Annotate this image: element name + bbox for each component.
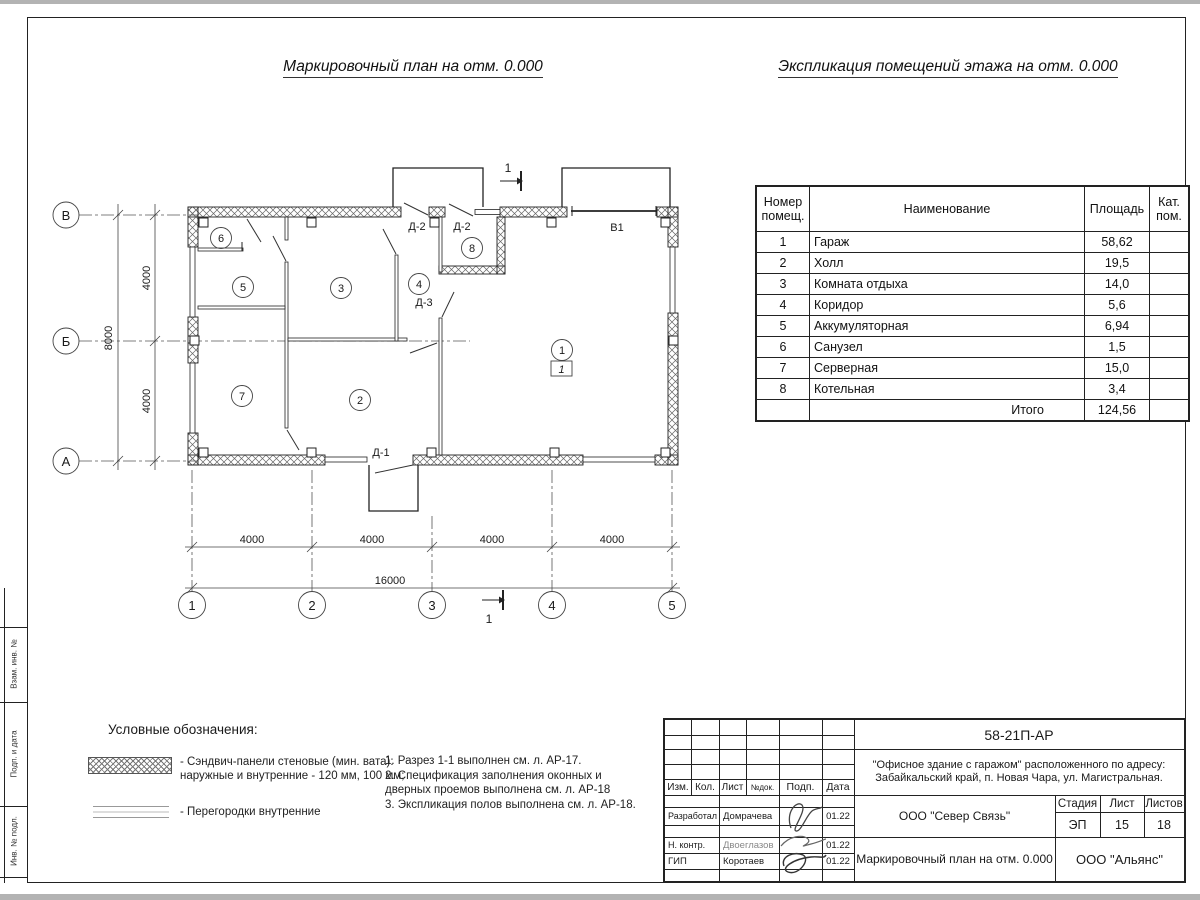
room-area: 6,94 [1085, 316, 1150, 337]
stamp-col-data: Дата [826, 781, 850, 793]
room-area: 1,5 [1085, 337, 1150, 358]
stamp-name-gip: Коротаев [723, 855, 765, 867]
section-number: 1 [504, 161, 512, 175]
table-row [756, 232, 1189, 253]
side-strip-divider [0, 806, 27, 807]
axis-label-1: 1 [188, 598, 196, 613]
col-header-name: Наименование [810, 186, 1085, 232]
table-row [756, 379, 1189, 400]
stamp-col-izm: Изм. [667, 781, 689, 793]
stamp-col-podp: Подп. [786, 781, 815, 793]
room-cat [1150, 358, 1190, 379]
title-block [663, 718, 1186, 883]
floor-plan [0, 0, 740, 660]
table-row [756, 253, 1189, 274]
legend-item-sandwich-line1: - Сэндвич-панели стеновые (мин. вата): [180, 756, 394, 768]
legend-item-sandwich-line2: наружные и внутренние - 120 мм, 100 мм; [180, 770, 405, 782]
exterior-walls [188, 207, 678, 465]
room-number-4: 4 [415, 279, 423, 291]
stamp-date-gip: 01.22 [826, 855, 850, 867]
gate-label-v1: В1 [610, 222, 624, 234]
axis-label-a: А [61, 454, 71, 469]
plan-title: Маркировочный план на отм. 0.000 [232, 58, 594, 76]
dim-bottom-2: 4000 [359, 534, 385, 546]
section-number: 1 [485, 612, 493, 626]
table-header-row [756, 186, 1189, 232]
door-label-d1: Д-1 [372, 447, 390, 459]
room-name: Аккумуляторная [810, 316, 1085, 337]
axis-label-b: Б [61, 334, 71, 349]
table-total-row [756, 400, 1189, 422]
room-number-2: 2 [356, 395, 364, 407]
stamp-role-gip: ГИП [668, 855, 687, 867]
room-cat [1150, 316, 1190, 337]
total-label: Итого [810, 400, 1085, 422]
stamp-name-developer: Домрачева [723, 810, 773, 822]
section-mark-bottom [482, 590, 505, 626]
total-cat [1150, 400, 1190, 422]
stamp-role-developer: Разработал [668, 811, 717, 821]
room-cat [1150, 337, 1190, 358]
interior-partitions [198, 217, 442, 455]
side-strip-divider [0, 702, 27, 703]
room-area: 5,6 [1085, 295, 1150, 316]
stamp-line [665, 764, 854, 765]
stamp-sheet-value: 15 [1115, 817, 1129, 832]
room-area: 19,5 [1085, 253, 1150, 274]
room-name: Холл [810, 253, 1085, 274]
stamp-col-ndok: №док. [750, 782, 775, 792]
note-2: 2. Спецификация заполнения оконных и дверных проемов выполнена см. л. АР-18 [385, 769, 611, 796]
dim-bottom-4: 4000 [599, 534, 625, 546]
floor-mark-number: 1 [558, 364, 565, 376]
side-strip-label-inv: Инв. № подл. [9, 816, 19, 866]
room-name: Серверная [810, 358, 1085, 379]
room-number-8: 8 [468, 243, 476, 255]
dim-left-total: 8000 [103, 325, 115, 351]
stamp-sheets-label: Листов [1145, 797, 1183, 810]
room-area: 3,4 [1085, 379, 1150, 400]
dim-bottom-1: 4000 [239, 534, 265, 546]
stamp-stage-label: Стадия [1057, 797, 1098, 810]
room-num: 3 [756, 274, 810, 295]
stamp-line [719, 720, 720, 881]
windows [190, 210, 675, 463]
room-num: 4 [756, 295, 810, 316]
stamp-object-line1: "Офисное здание с гаражом" расположенного по адресу: [872, 758, 1166, 771]
side-strip-label-vzam: Взам. инв. № [9, 639, 19, 689]
room-number-1: 1 [558, 345, 566, 357]
stamp-company: ООО "Север Связь" [898, 809, 1011, 823]
room-name: Санузел [810, 337, 1085, 358]
notes-block [385, 754, 640, 812]
stamp-name-ncontr: Двоеглазов [723, 839, 774, 851]
table-row [756, 274, 1189, 295]
axis-label-3: 3 [428, 598, 436, 613]
room-num: 2 [756, 253, 810, 274]
left-dimension-lines [113, 204, 160, 470]
dim-bottom-total: 16000 [374, 575, 406, 587]
col-header-cat: Кат. пом. [1150, 186, 1190, 232]
room-cat [1150, 253, 1190, 274]
room-number-7: 7 [238, 391, 246, 403]
gate-leaf [571, 206, 657, 216]
stamp-role-ncontr: Н. контр. [668, 840, 706, 850]
stamp-date-developer: 01.22 [826, 810, 850, 822]
screen-bottom-band [0, 894, 1200, 900]
col-header-area: Площадь [1085, 186, 1150, 232]
room-area: 14,0 [1085, 274, 1150, 295]
axis-label-4: 4 [548, 598, 556, 613]
column-markers [190, 218, 678, 457]
explication-title: Экспликация помещений этажа на отм. 0.000 [740, 58, 1156, 76]
total-area: 124,56 [1085, 400, 1150, 422]
stamp-stage-value: ЭП [1068, 817, 1087, 832]
partition-swatch [93, 806, 169, 818]
stamp-col-list: Лист [721, 781, 744, 793]
dim-bottom-3: 4000 [479, 534, 505, 546]
section-mark-top [500, 161, 523, 191]
explication-table [755, 185, 1190, 422]
sandwich-panel-swatch [88, 757, 172, 774]
room-number-5: 5 [239, 282, 247, 294]
stamp-org: ООО "Альянс" [1076, 851, 1163, 867]
room-cat [1150, 379, 1190, 400]
stamp-drawing-title: Маркировочный план на отм. 0.000 [856, 852, 1053, 866]
dim-left-lower: 4000 [141, 388, 153, 414]
stamp-object [854, 749, 1184, 795]
room-cat [1150, 295, 1190, 316]
table-row [756, 358, 1189, 379]
room-name: Гараж [810, 232, 1085, 253]
stamp-object-line2: Забайкальский край, п. Новая Чара, ул. Магистральная. [875, 772, 1163, 784]
room-name: Коридор [810, 295, 1085, 316]
room-cat [1150, 232, 1190, 253]
bottom-dimension-lines [185, 542, 680, 593]
table-row [756, 337, 1189, 358]
col-header-number: Номер помещ. [756, 186, 810, 232]
legend-title: Условные обозначения: [108, 722, 258, 737]
room-number-3: 3 [337, 283, 345, 295]
total-empty [756, 400, 810, 422]
door-label-d3: Д-3 [415, 297, 433, 309]
room-num: 5 [756, 316, 810, 337]
room-num: 6 [756, 337, 810, 358]
room-area: 58,62 [1085, 232, 1150, 253]
room-circles [211, 228, 573, 411]
dim-left-upper: 4000 [141, 265, 153, 291]
axis-label-5: 5 [668, 598, 676, 613]
room-num: 7 [756, 358, 810, 379]
room-name: Котельная [810, 379, 1085, 400]
signature-ncontr-gip [777, 830, 827, 880]
door-label-d2a: Д-2 [408, 221, 426, 233]
stamp-sheets-value: 18 [1157, 817, 1171, 832]
stamp-line [665, 825, 854, 826]
legend-item-sandwich [180, 755, 404, 783]
room-area: 15,0 [1085, 358, 1150, 379]
room-num: 8 [756, 379, 810, 400]
table-row [756, 295, 1189, 316]
note-1: 1. Разрез 1-1 выполнен см. л. АР-17. [385, 755, 582, 767]
door-label-d2b: Д-2 [453, 221, 471, 233]
stamp-sheet-label: Лист [1109, 797, 1135, 810]
note-3: 3. Экспликация полов выполнена см. л. АР-18. [385, 798, 636, 811]
room-name: Комната отдыха [810, 274, 1085, 295]
side-strip-label-podp: Подп. и дата [9, 730, 19, 778]
room-number-6: 6 [217, 233, 225, 245]
legend-item-partitions: - Перегородки внутренние [180, 806, 321, 818]
side-strip-divider [0, 877, 27, 878]
axis-label-2: 2 [308, 598, 316, 613]
stamp-line [665, 735, 854, 736]
stamp-col-kol: Кол. [695, 781, 715, 793]
room-cat [1150, 274, 1190, 295]
stamp-doc-code: 58-21П-АР [984, 726, 1054, 743]
room-num: 1 [756, 232, 810, 253]
table-row [756, 316, 1189, 337]
stamp-date-ncontr: 01.22 [826, 839, 850, 851]
axis-label-v: В [61, 208, 71, 223]
